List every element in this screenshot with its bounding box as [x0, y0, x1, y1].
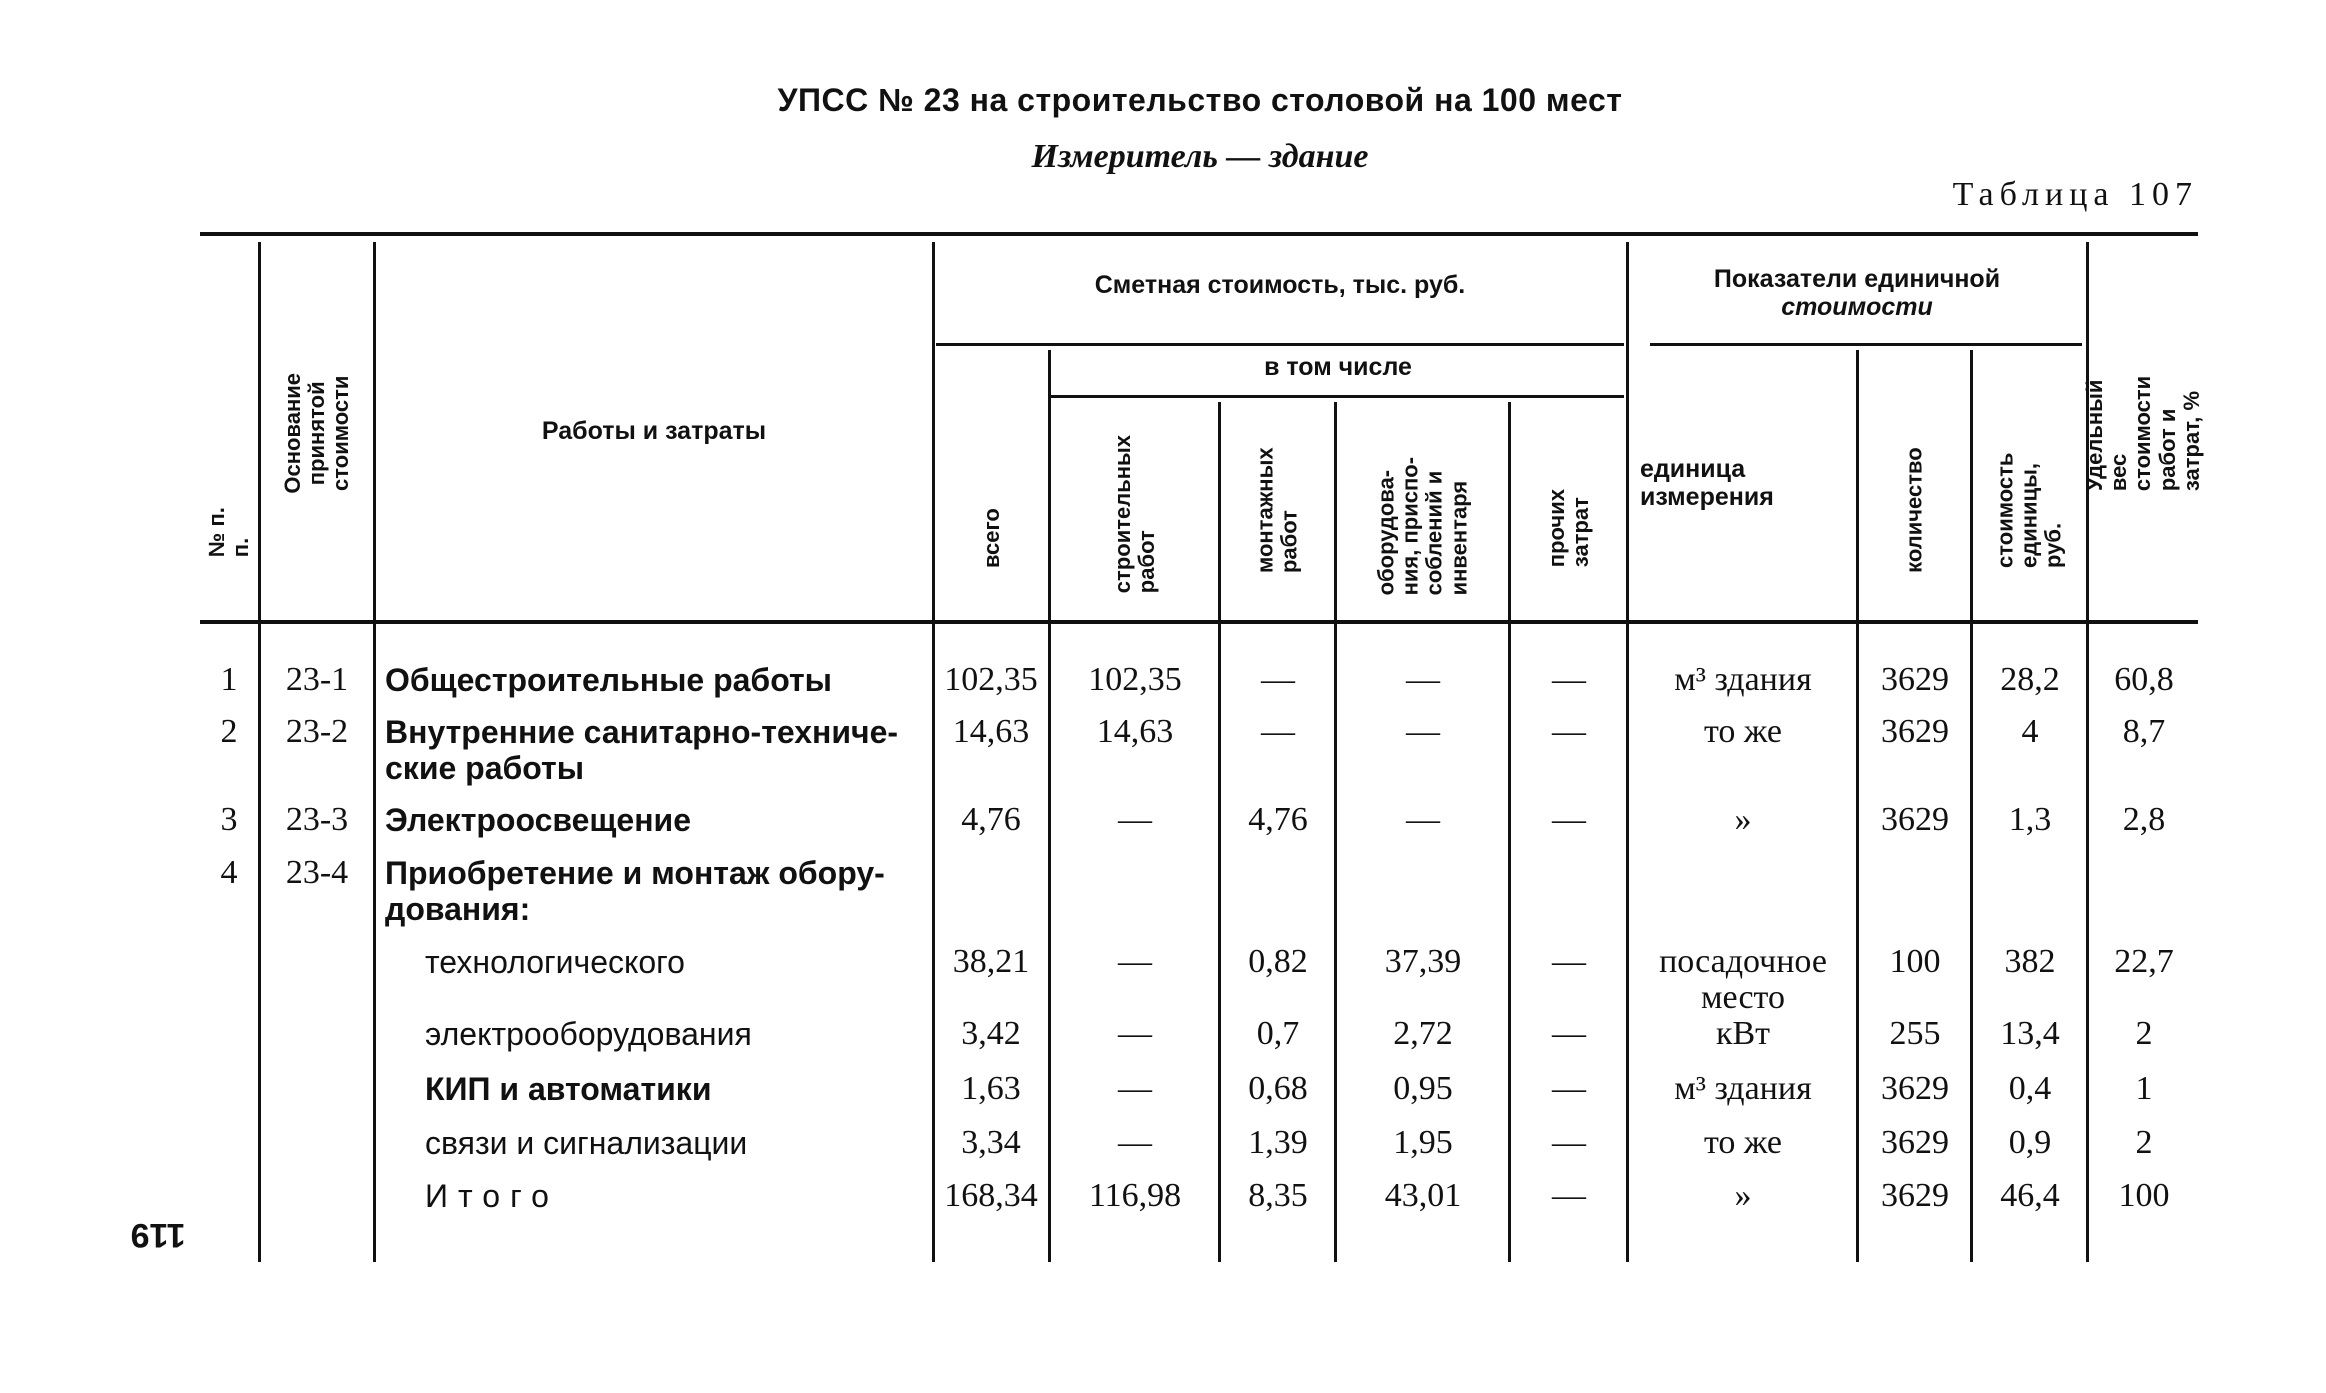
cell-construction: —: [1118, 1070, 1152, 1107]
cell-construction: —: [1118, 943, 1152, 980]
header-unit-cost: стоимость единицы, руб.: [1992, 452, 2067, 569]
cell-unit-cost: 0,9: [2008, 1124, 2052, 1161]
cell-other: —: [1552, 801, 1586, 838]
cell-equipment: —: [1406, 801, 1440, 838]
cell-num: 2: [220, 713, 238, 750]
header-unit-group-line1: Показатели единичной: [1713, 265, 2001, 293]
cell-mounting: 1,39: [1248, 1124, 1308, 1161]
cost-group-rule: [936, 343, 1624, 346]
cell-unit: то же: [1703, 713, 1783, 750]
incl-rule: [1050, 395, 1624, 398]
cell-unit-cost: 1,3: [2008, 801, 2052, 838]
header-bottom-rule: [200, 620, 2198, 624]
cell-mounting: 0,82: [1248, 943, 1308, 980]
header-works: Работы и затраты: [541, 417, 767, 445]
cell-work-name: КИП и автоматики: [425, 1071, 712, 1107]
cell-work-name: Приобретение и монтаж обору-дования:: [385, 855, 885, 927]
cell-other: —: [1552, 1124, 1586, 1161]
header-unit-group-line2: стоимости: [1781, 292, 1933, 321]
cell-unit-cost: 28,2: [2000, 661, 2060, 698]
cell-mounting: 4,76: [1248, 801, 1308, 838]
cell-work-name: связи и сигнализации: [425, 1125, 748, 1161]
col-rule-8: [1626, 242, 1629, 1262]
cell-share: 60,8: [2114, 661, 2174, 698]
table-top-rule: [200, 232, 2198, 236]
cell-share: 22,7: [2114, 943, 2174, 980]
header-other: прочих затрат: [1543, 489, 1593, 568]
cell-qty: 255: [1889, 1015, 1941, 1052]
col-rule-9: [1856, 350, 1859, 1262]
cell-equipment: 1,95: [1393, 1124, 1453, 1161]
col-rule-2: [373, 242, 376, 1262]
cell-unit-cost: 46,4: [2000, 1177, 2060, 1214]
cell-equipment: 43,01: [1384, 1177, 1462, 1214]
cell-construction: 102,35: [1088, 661, 1182, 698]
cell-qty: 3629: [1881, 1070, 1949, 1107]
col-rule-10: [1970, 350, 1973, 1262]
cell-construction: —: [1118, 801, 1152, 838]
cell-equipment: 37,39: [1384, 943, 1462, 980]
col-rule-5: [1218, 402, 1221, 1262]
table-label: Таблица 107: [1952, 176, 2198, 213]
header-total: всего: [978, 508, 1004, 568]
header-cost-group: Сметная стоимость, тыс. руб.: [1094, 271, 1466, 299]
cell-qty: 3629: [1881, 801, 1949, 838]
cell-unit-cost: 0,4: [2008, 1070, 2052, 1107]
cell-total: 3,34: [961, 1124, 1021, 1161]
cell-unit: м³ здания: [1674, 661, 1812, 698]
cell-total: 102,35: [944, 661, 1038, 698]
cell-mounting: —: [1261, 713, 1295, 750]
cell-construction: 116,98: [1088, 1177, 1182, 1214]
page-number: 119: [130, 1216, 186, 1255]
cell-total: 4,76: [961, 801, 1021, 838]
cell-basis: 23-3: [285, 801, 349, 838]
header-equipment: оборудова-ния, приспо-соблений и инвентаря: [1373, 457, 1472, 596]
header-unit: единица измерения: [1640, 455, 1774, 511]
cell-other: —: [1552, 1015, 1586, 1052]
cell-equipment: 0,95: [1393, 1070, 1453, 1107]
cell-other: —: [1552, 713, 1586, 750]
cell-share: 2,8: [2122, 801, 2166, 838]
col-rule-1: [258, 242, 261, 1262]
cell-total: 1,63: [961, 1070, 1021, 1107]
cell-unit: м³ здания: [1674, 1070, 1812, 1107]
document-title: УПСС № 23 на строительство столовой на 100 мест: [777, 82, 1623, 118]
cell-other: —: [1552, 661, 1586, 698]
cell-unit: кВт: [1715, 1015, 1771, 1052]
cell-construction: 14,63: [1096, 713, 1174, 750]
cell-qty: 3629: [1881, 661, 1949, 698]
header-num: № п. п.: [203, 506, 253, 557]
cell-qty: 3629: [1881, 713, 1949, 750]
cell-share: 8,7: [2122, 713, 2166, 750]
header-unit-group: [1630, 266, 2084, 321]
cell-equipment: —: [1406, 661, 1440, 698]
cell-unit-cost: 4: [2021, 713, 2039, 750]
cell-share: 2: [2135, 1124, 2153, 1161]
header-incl: в том числе: [1264, 353, 1412, 381]
cell-basis: 23-1: [285, 661, 349, 698]
cell-qty: 3629: [1881, 1124, 1949, 1161]
col-rule-4: [1048, 350, 1051, 1262]
cell-other: —: [1552, 943, 1586, 980]
cell-other: —: [1552, 1177, 1586, 1214]
cell-share: 2: [2135, 1015, 2153, 1052]
header-qty: количество: [1901, 447, 1927, 574]
cell-unit-cost: 13,4: [2000, 1015, 2060, 1052]
col-rule-7: [1508, 402, 1511, 1262]
cell-num: 1: [220, 661, 238, 698]
cell-total: 3,42: [961, 1015, 1021, 1052]
cell-mounting: 0,7: [1256, 1015, 1300, 1052]
cell-share: 100: [2118, 1177, 2170, 1214]
header-share: Удельный вес стоимости работ и затрат, %: [2082, 375, 2205, 491]
col-rule-6: [1334, 402, 1337, 1262]
cell-total: 14,63: [952, 713, 1030, 750]
cell-work-name: Общестроительные работы: [385, 662, 832, 698]
cell-total: 168,34: [944, 1177, 1038, 1214]
cell-construction: —: [1118, 1124, 1152, 1161]
cell-unit-cost: 382: [2004, 943, 2056, 980]
unit-group-rule: [1650, 343, 2082, 346]
cell-unit: »: [1734, 1177, 1752, 1214]
cell-qty: 3629: [1881, 1177, 1949, 1214]
cell-work-name: Внутренние санитарно-техниче-ские работы: [385, 714, 899, 786]
cell-work-name: технологического: [425, 944, 685, 980]
cell-unit: то же: [1703, 1124, 1783, 1161]
cell-total: 38,21: [952, 943, 1030, 980]
cell-basis: 23-4: [285, 854, 349, 891]
cell-work-name: Электроосвещение: [385, 802, 692, 838]
cell-construction: —: [1118, 1015, 1152, 1052]
header-construction: строительных работ: [1109, 435, 1159, 594]
cell-share: 1: [2135, 1070, 2153, 1107]
cell-total-label: Итого: [425, 1178, 559, 1214]
document-subtitle: Измеритель — здание: [1031, 138, 1369, 175]
cell-qty: 100: [1889, 943, 1941, 980]
cell-mounting: 8,35: [1248, 1177, 1308, 1214]
cell-unit: посадочное место: [1659, 943, 1827, 1016]
cell-unit: »: [1734, 801, 1752, 838]
cell-basis: 23-2: [285, 713, 349, 750]
header-mounting: монтажных работ: [1252, 447, 1303, 574]
cell-mounting: 0,68: [1248, 1070, 1308, 1107]
header-basis: Основание принятой стоимости: [279, 372, 354, 494]
cell-equipment: —: [1406, 713, 1440, 750]
cell-num: 3: [220, 801, 238, 838]
cell-other: —: [1552, 1070, 1586, 1107]
cell-equipment: 2,72: [1393, 1015, 1453, 1052]
cell-work-name: электрооборудования: [425, 1016, 752, 1052]
cell-mounting: —: [1261, 661, 1295, 698]
cell-num: 4: [220, 854, 238, 891]
